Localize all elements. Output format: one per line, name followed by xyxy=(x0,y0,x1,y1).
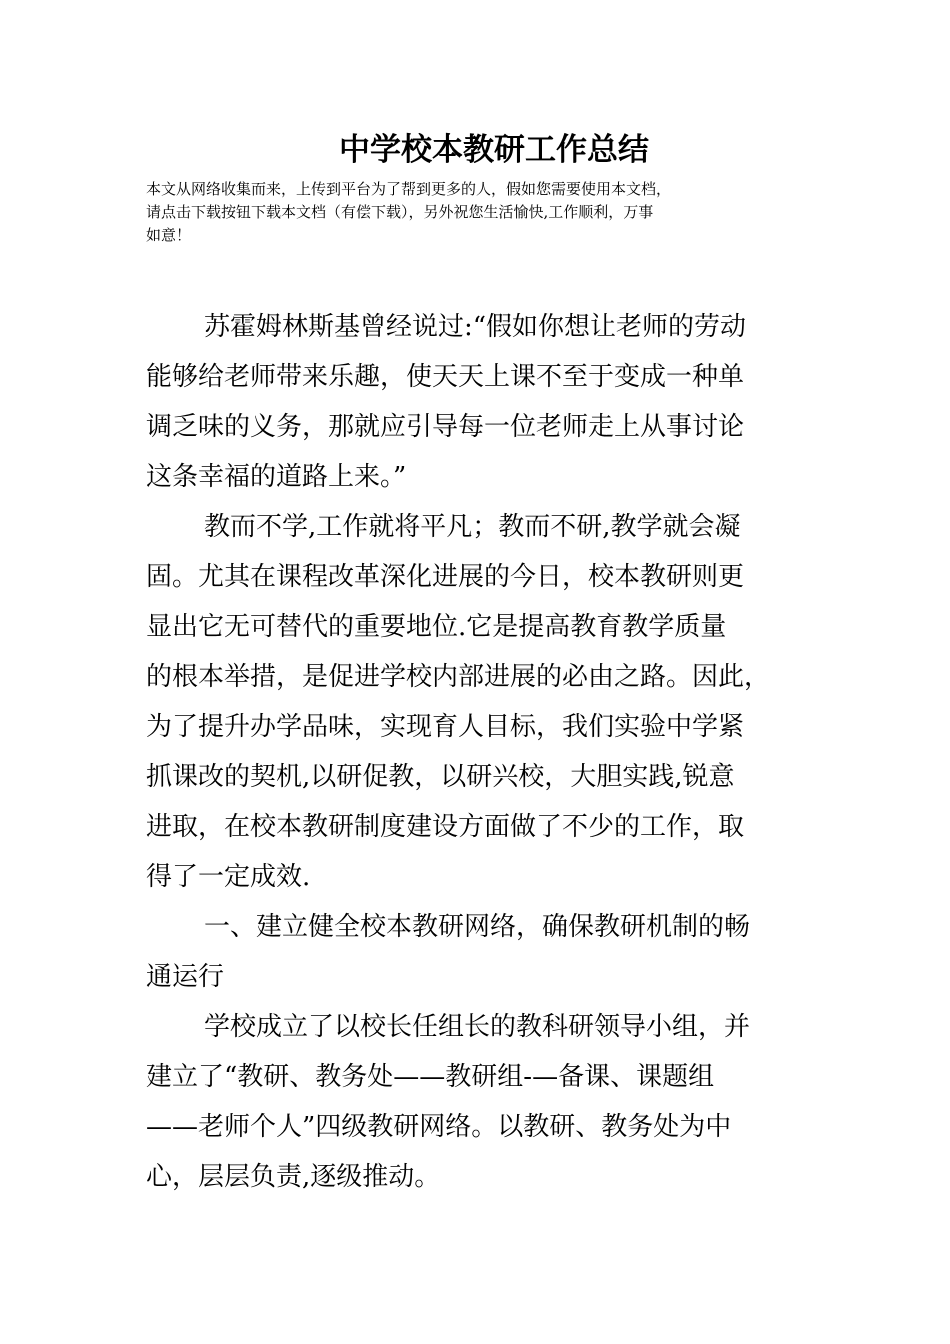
text-line: 通运行 xyxy=(146,962,225,992)
text-line: 这条幸福的道路上来。” xyxy=(146,462,407,492)
download-notice xyxy=(146,178,826,247)
text-line: 固。尤其在课程改革深化进展的今日，校本教研则更 xyxy=(146,562,745,592)
text-line: 显出它无可替代的重要地位.它是提高教育教学质量 xyxy=(146,612,727,642)
paragraph-intro xyxy=(146,502,846,902)
notice-line: 如意！ xyxy=(146,226,192,244)
text-line: 进取，在校本教研制度建设方面做了不少的工作，取 xyxy=(146,812,745,842)
text-line: 得了一定成效. xyxy=(146,862,311,892)
text-line: 苏霍姆林斯基曾经说过:“假如你想让老师的劳动 xyxy=(204,312,747,342)
section-heading-1 xyxy=(146,902,846,1002)
text-line: 抓课改的契机,以研促教，以研兴校，大胆实践,锐意 xyxy=(146,762,735,792)
document-body xyxy=(146,302,846,1202)
text-line: 建立了“教研、教务处——教研组-—备课、课题组 xyxy=(146,1062,715,1092)
document-title: 中学校本教研工作总结 xyxy=(339,132,649,168)
paragraph-quote xyxy=(146,302,846,502)
text-line: 心，层层负责,逐级推动。 xyxy=(146,1162,441,1192)
notice-line: 请点击下载按钮下载本文档（有偿下载），另外祝您生活愉快,工作顺利，万事 xyxy=(146,203,654,221)
text-line: 能够给老师带来乐趣，使天天上课不至于变成一种单 xyxy=(146,362,745,392)
text-line: 为了提升办学品味，实现育人目标，我们实验中学紧 xyxy=(146,712,745,742)
paragraph-network xyxy=(146,1002,846,1202)
text-line: ——老师个人”四级教研网络。以教研、教务处为中 xyxy=(146,1112,732,1142)
text-line: 的根本举措，是促进学校内部进展的必由之路。因此， xyxy=(146,662,771,692)
text-line: 调乏味的义务，那就应引导每一位老师走上从事讨论 xyxy=(146,412,745,442)
text-line: 学校成立了以校长任组长的教科研领导小组，并 xyxy=(204,1012,751,1042)
text-line: 教而不学,工作就将平凡；教而不研,教学就会凝 xyxy=(204,512,741,542)
text-line: 一、建立健全校本教研网络，确保教研机制的畅 xyxy=(204,912,751,942)
notice-line: 本文从网络收集而来，上传到平台为了帮到更多的人，假如您需要使用本文档， xyxy=(146,180,672,198)
